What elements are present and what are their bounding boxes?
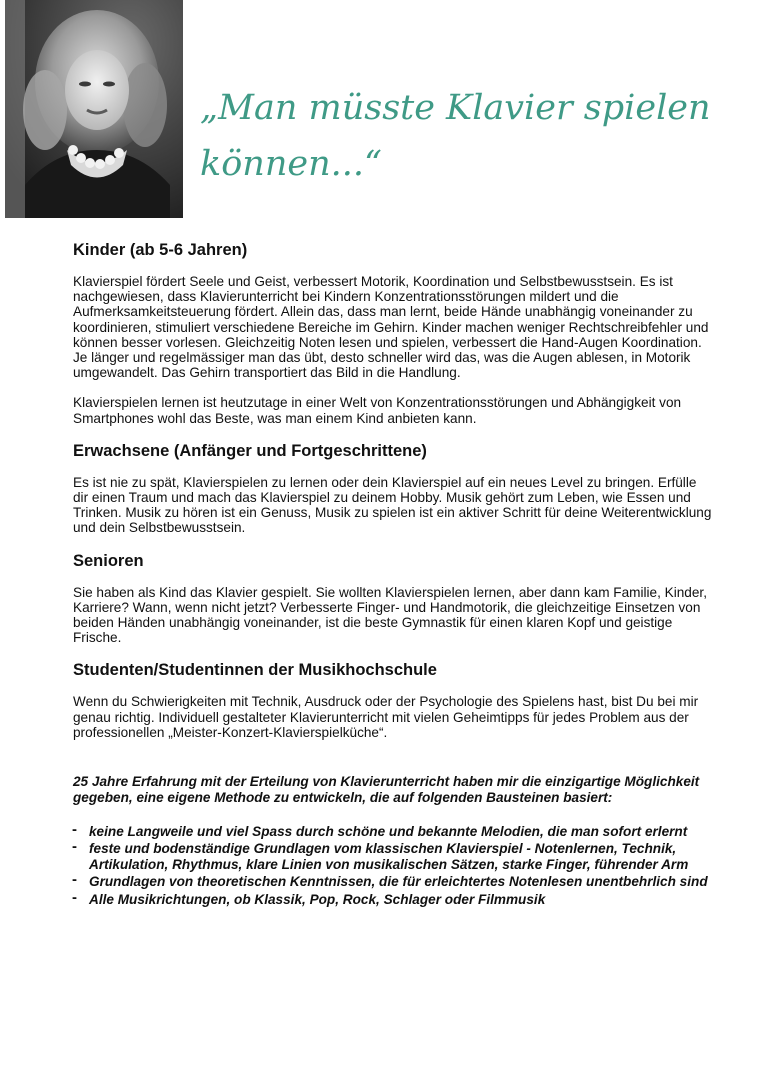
list-item <box>72 838 713 872</box>
list-item-text: feste und bodenständige Grundlagen vom klassischen Klavierspiel - Notenlernen, Technik, Artikulation, Rhythmus, klare Linien von musikalischen Sätzen, starke Finger, führender Arm <box>89 841 689 872</box>
list-item <box>72 871 713 890</box>
method-intro: 25 Jahre Erfahrung mit der Erteilung von Klavierunterricht haben mir die einzigartige Möglichkeit gegeben, eine eigene Methode zu entwickeln, die auf folgenden Bausteinen basiert: <box>73 774 700 805</box>
section-paragraph: Sie haben als Kind das Klavier gespielt. Sie wollten Klavierspielen lernen, aber dann kam Familie, Kinder, Karriere? Wann, wenn nicht jetzt? Verbesserte Finger- und Handmotorik, die gleichzeitige Einsetzen von beiden Händen unabhängig voneinander, ist die beste Gymnastik für einen klaren Kopf und geistige Frische. <box>73 584 707 646</box>
section-senioren <box>73 551 713 646</box>
list-item-text: Grundlagen von theoretischen Kenntnissen, die für erleichtertes Notenlesen unentbehrlich sind <box>89 874 708 890</box>
method-list <box>72 820 713 908</box>
section-paragraph: Es ist nie zu spät, Klavierspielen zu lernen oder dein Klavierspiel auf ein neues Level zu bringen. Erfülle dir einen Traum und mach das Klavierspiel zu deinem Hobby. Musik gehört zum Leben, wie Essen und Trinken. Musik zu hören ist ein Genuss, Musik zu spielen ist ein aktiver Schritt für deine Weiterentwicklung und dein Selbstbewusstsein. <box>73 474 712 536</box>
list-item-text: Alle Musikrichtungen, ob Klassik, Pop, Rock, Schlager oder Filmmusik <box>89 891 546 907</box>
section-paragraph: Klavierspielen lernen ist heutzutage in einer Welt von Konzentrationsstörungen und Abhängigkeit von Smartphones wohl das Beste, was man einem Kind anbieten kann. <box>73 395 682 426</box>
section-kinder <box>73 240 713 426</box>
list-item-text: keine Langweile und viel Spass durch schöne und bekannte Melodien, die man sofort erlernt <box>89 823 688 839</box>
section-heading: Studenten/Studentinnen der Musikhochschule <box>73 661 437 680</box>
headline: „Man müsste Klavier spielen können...“ <box>200 88 711 184</box>
list-item <box>72 888 713 908</box>
bullet-marker: - <box>72 820 77 838</box>
section-paragraph: Wenn du Schwierigkeiten mit Technik, Ausdruck oder der Psychologie des Spielens hast, bist Du bei mir genau richtig. Individuell gestalteter Klavierunterricht mit vielen Geheimtipps für jedes Problem aus der professionellen „Meister-Konzert-Klavierspielküche“. <box>73 694 699 740</box>
section-heading: Erwachsene (Anfänger und Fortgeschrittene) <box>73 441 427 460</box>
bullet-marker: - <box>72 871 77 889</box>
portrait-photo <box>5 0 183 218</box>
list-item <box>72 820 713 840</box>
main-content <box>73 240 713 909</box>
portrait-illustration <box>5 0 183 218</box>
section-paragraph: Klavierspiel fördert Seele und Geist, verbessert Motorik, Koordination und Selbstbewusstsein. Es ist nachgewiesen, dass Klavierunterricht bei Kindern Konzentrationsstörungen mildert und die Aufmerksamkeitsteuerung fördert. Allein das, dass man lernt, beide Hände unabhängig voneinander zu koordinieren, stimuliert verschiedene Bereiche im Gehirn. Kinder machen weniger Rechtschreibfehler und können besser vorlesen. Gleichzeitig Noten lesen und spielen, verbessert die Hand-Augen Koordination. Je länger und regelmässiger man das übt, desto schneller wird das, was die Augen ablesen, in Motorik umgewandelt. Das Gehirn transportiert das Bild in die Handlung. <box>73 274 709 381</box>
section-erwachsene <box>73 441 713 536</box>
section-studenten <box>73 660 713 740</box>
bullet-marker: - <box>72 838 77 856</box>
bullet-marker: - <box>72 888 77 906</box>
section-heading: Kinder (ab 5-6 Jahren) <box>73 241 248 259</box>
section-heading: Senioren <box>73 551 144 570</box>
